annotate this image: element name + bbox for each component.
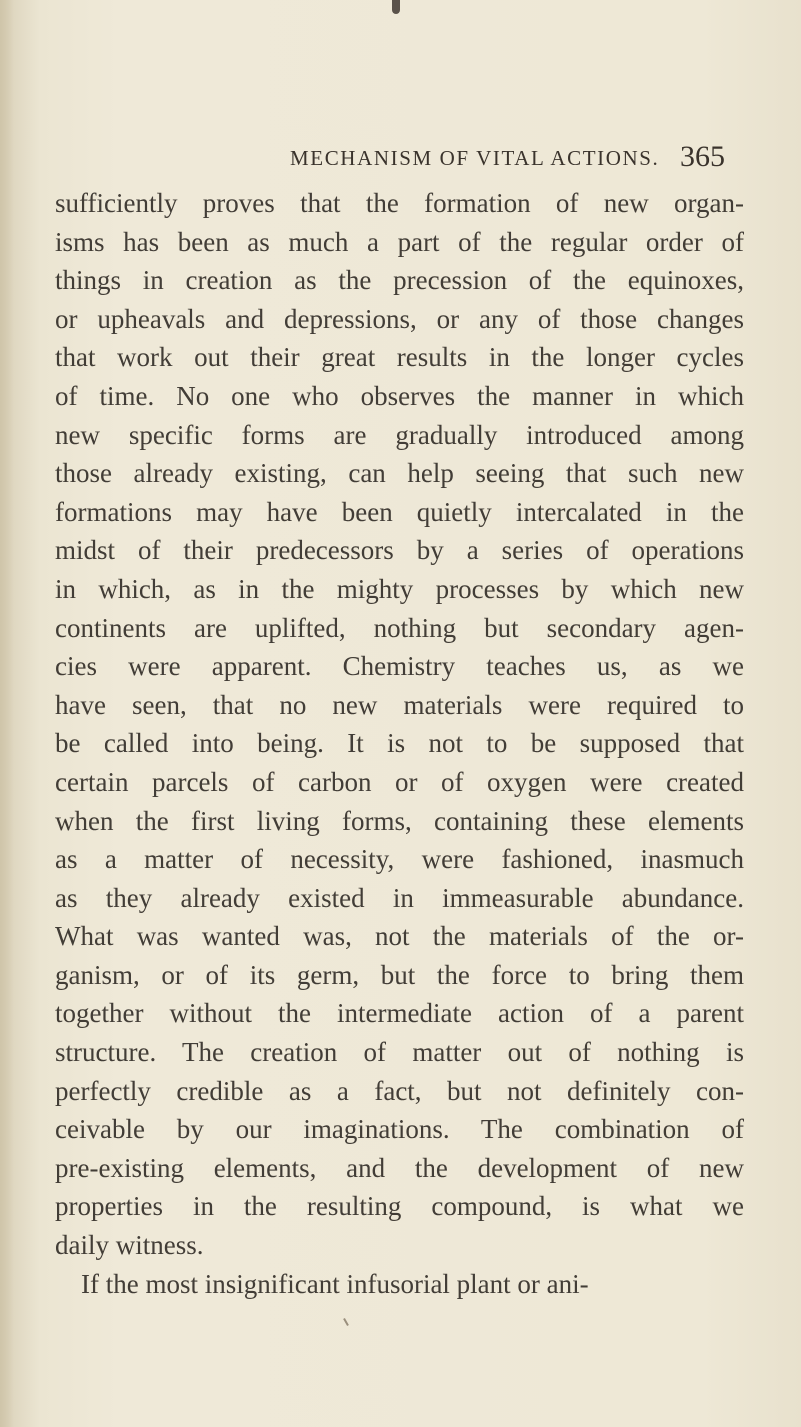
text-line: sufficiently proves that the formation of new organ- [55,188,744,218]
text-line: pre-existing elements, and the development of new [55,1152,744,1183]
text-line: isms has been as much a part of the regular order of [55,226,744,257]
text-line: things in creation as the precession of the equinoxes, [55,265,744,296]
text-line: or upheavals and depressions, or any of those changes [55,303,744,334]
text-line: structure. The creation of matter out of nothing is [55,1037,744,1068]
text-line: continents are uplifted, nothing but secondary agen- [55,612,744,643]
text-line: ganism, or of its germ, but the force to bring them [55,959,744,990]
text-line: new specific forms are gradually introduced among [55,419,744,450]
text-line: midst of their predecessors by a series of operations [55,535,744,566]
body-text [55,184,744,1303]
text-line: together without the intermediate action of a parent [55,998,744,1029]
text-line: when the first living forms, containing these elements [55,805,744,836]
text-line: as they already existed in immeasurable abundance. [55,882,744,913]
text-line: cies were apparent. Chemistry teaches us, as we [55,651,744,682]
text-line: have seen, that no new materials were required to [55,689,744,720]
text-line: perfectly credible as a fact, but not definitely con- [55,1075,744,1106]
text-line: as a matter of necessity, were fashioned, inasmuch [55,844,744,875]
text-line: of time. No one who observes the manner in which [55,380,744,411]
text-line: ceivable by our imaginations. The combination of [55,1114,744,1145]
text-line: properties in the resulting compound, is what we [55,1191,744,1222]
text-line: What was wanted was, not the materials of the or- [55,921,744,952]
text-line: those already existing, can help seeing that such new [55,458,744,489]
text-line: be called into being. It is not to be supposed that [55,728,744,759]
text-line: formations may have been quietly intercalated in the [55,496,744,527]
text-line: that work out their great results in the longer cycles [55,342,744,373]
text-line: in which, as in the mighty processes by which new [55,573,744,604]
ink-mark [392,0,400,14]
text-line: certain parcels of carbon or of oxygen were created [55,766,744,797]
text-line: daily witness. [55,1230,204,1261]
page-number: 365 [680,140,725,173]
page-binding-edge [0,0,14,1427]
paragraph-start-line: If the most insignificant infusorial plant or ani- [81,1268,589,1299]
running-head: MECHANISM OF VITAL ACTIONS. [290,146,660,170]
